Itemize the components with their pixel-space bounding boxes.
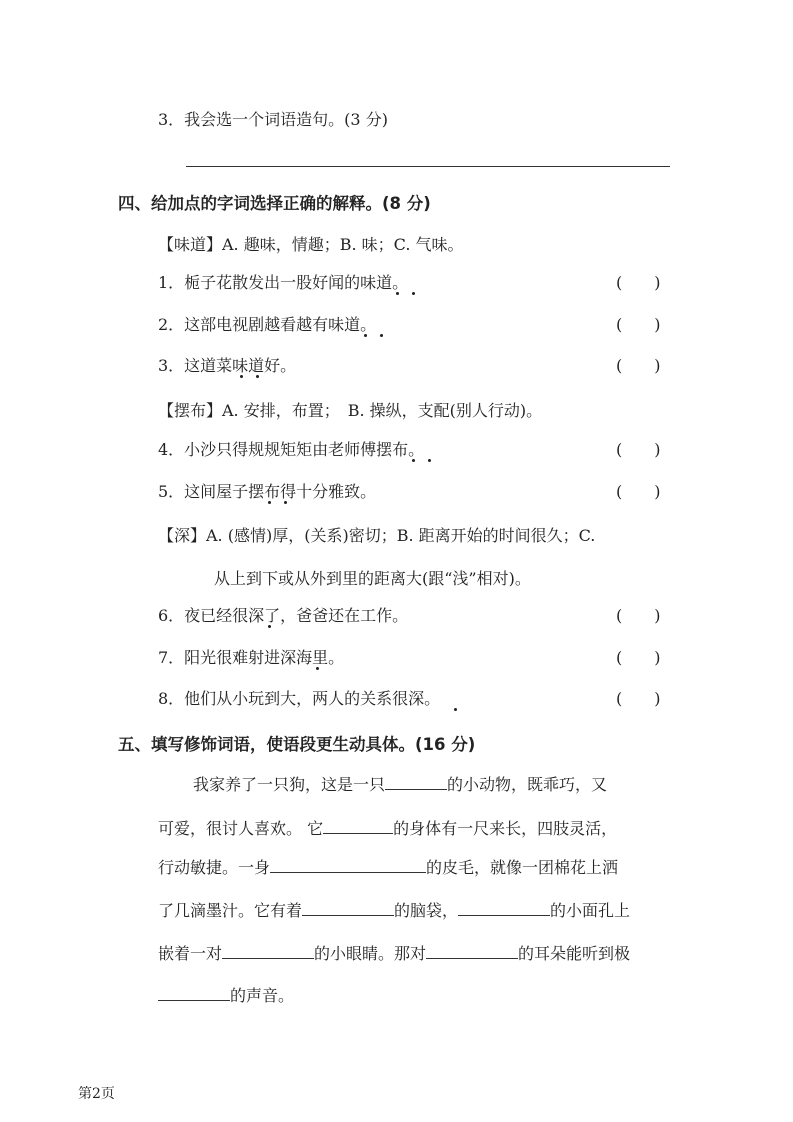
para-text: 嵌着一对 xyxy=(158,944,223,963)
para-text: 的小动物，既乖巧，又 xyxy=(447,775,608,794)
para-text: 我家养了一只狗，这是一只 xyxy=(193,775,386,794)
answer-line[interactable] xyxy=(186,166,670,167)
emphasis-dot xyxy=(256,375,259,378)
question-3: 3．我会选一个词语造句。(3 分) xyxy=(158,110,388,129)
paragraph-line-3 xyxy=(158,855,618,878)
answer-paren-7[interactable]: ( ) xyxy=(616,648,661,667)
para-text: 的小面孔上 xyxy=(550,901,631,920)
fill-blank[interactable] xyxy=(458,901,550,916)
emphasis-dot xyxy=(268,625,271,628)
definition-shen: 【深】A. (感情)厚，(关系)密切；B. 距离开始的时间很久；C. xyxy=(158,526,596,545)
emphasis-dot xyxy=(396,292,399,295)
emphasis-dot xyxy=(412,459,415,462)
answer-paren-4[interactable]: ( ) xyxy=(616,440,661,459)
fill-blank[interactable] xyxy=(302,901,394,916)
fill-blank[interactable] xyxy=(222,944,314,959)
para-text: 行动敏捷。一身 xyxy=(158,858,271,877)
fill-blank[interactable] xyxy=(385,775,447,790)
item-8: 8．他们从小玩到大，两人的关系很深。 xyxy=(158,689,441,708)
item-4: 4．小沙只得规规矩矩由老师傅摆布。 xyxy=(158,440,425,459)
item-7: 7．阳光很难射进深海里。 xyxy=(158,648,345,667)
para-text: 的声音。 xyxy=(230,986,295,1005)
definition-weidao: 【味道】A. 趣味，情趣；B. 味；C. 气味。 xyxy=(158,235,464,254)
emphasis-dot xyxy=(316,667,319,670)
fill-blank[interactable] xyxy=(158,986,230,1001)
emphasis-dot xyxy=(364,334,367,337)
answer-paren-5[interactable]: ( ) xyxy=(616,482,661,501)
definition-baibu: 【摆布】A. 安排，布置； B. 操纵，支配(别人行动)。 xyxy=(158,401,543,420)
fill-blank[interactable] xyxy=(270,858,426,873)
para-text: 的皮毛，就像一团棉花上洒 xyxy=(426,858,619,877)
item-2: 2．这部电视剧越看越有味道。 xyxy=(158,315,377,334)
page-number: 第2页 xyxy=(78,1086,115,1102)
para-text: 的小眼睛。那对 xyxy=(314,944,427,963)
item-5: 5．这间屋子摆布得十分雅致。 xyxy=(158,482,377,501)
emphasis-dot xyxy=(240,375,243,378)
answer-paren-6[interactable]: ( ) xyxy=(616,606,661,625)
para-text: 的身体有一尺来长，四肢灵活， xyxy=(393,819,618,838)
fill-blank[interactable] xyxy=(426,944,518,959)
paragraph-line-1 xyxy=(193,772,607,795)
item-3: 3．这道菜味道好。 xyxy=(158,356,297,375)
paragraph-line-5 xyxy=(158,941,630,964)
item-1: 1．栀子花散发出一股好闻的味道。 xyxy=(158,273,409,292)
definition-shen-cont: 从上到下或从外到里的距离大(跟“浅”相对)。 xyxy=(214,569,531,588)
emphasis-dot xyxy=(428,459,431,462)
section-4-title: 四、给加点的字词选择正确的解释。(8 分) xyxy=(118,194,431,213)
answer-paren-1[interactable]: ( ) xyxy=(616,273,661,292)
para-text: 的脑袋， xyxy=(394,901,459,920)
emphasis-dot xyxy=(454,708,457,711)
para-text: 的耳朵能听到极 xyxy=(518,944,631,963)
paragraph-line-2 xyxy=(158,816,617,839)
answer-paren-8[interactable]: ( ) xyxy=(616,689,661,708)
section-5-title: 五、填写修饰词语，使语段更生动具体。(16 分) xyxy=(118,735,476,754)
paragraph-line-6 xyxy=(158,983,294,1006)
paragraph-line-4 xyxy=(158,898,630,921)
item-6: 6．夜已经很深了，爸爸还在工作。 xyxy=(158,606,409,625)
fill-blank[interactable] xyxy=(323,819,393,834)
emphasis-dot xyxy=(284,501,287,504)
para-text: 了几滴墨汁。它有着 xyxy=(158,901,303,920)
para-text: 可爱，很讨人喜欢。 它 xyxy=(158,819,324,838)
emphasis-dot xyxy=(268,501,271,504)
emphasis-dot xyxy=(412,292,415,295)
answer-paren-2[interactable]: ( ) xyxy=(616,315,661,334)
emphasis-dot xyxy=(380,334,383,337)
answer-paren-3[interactable]: ( ) xyxy=(616,356,661,375)
